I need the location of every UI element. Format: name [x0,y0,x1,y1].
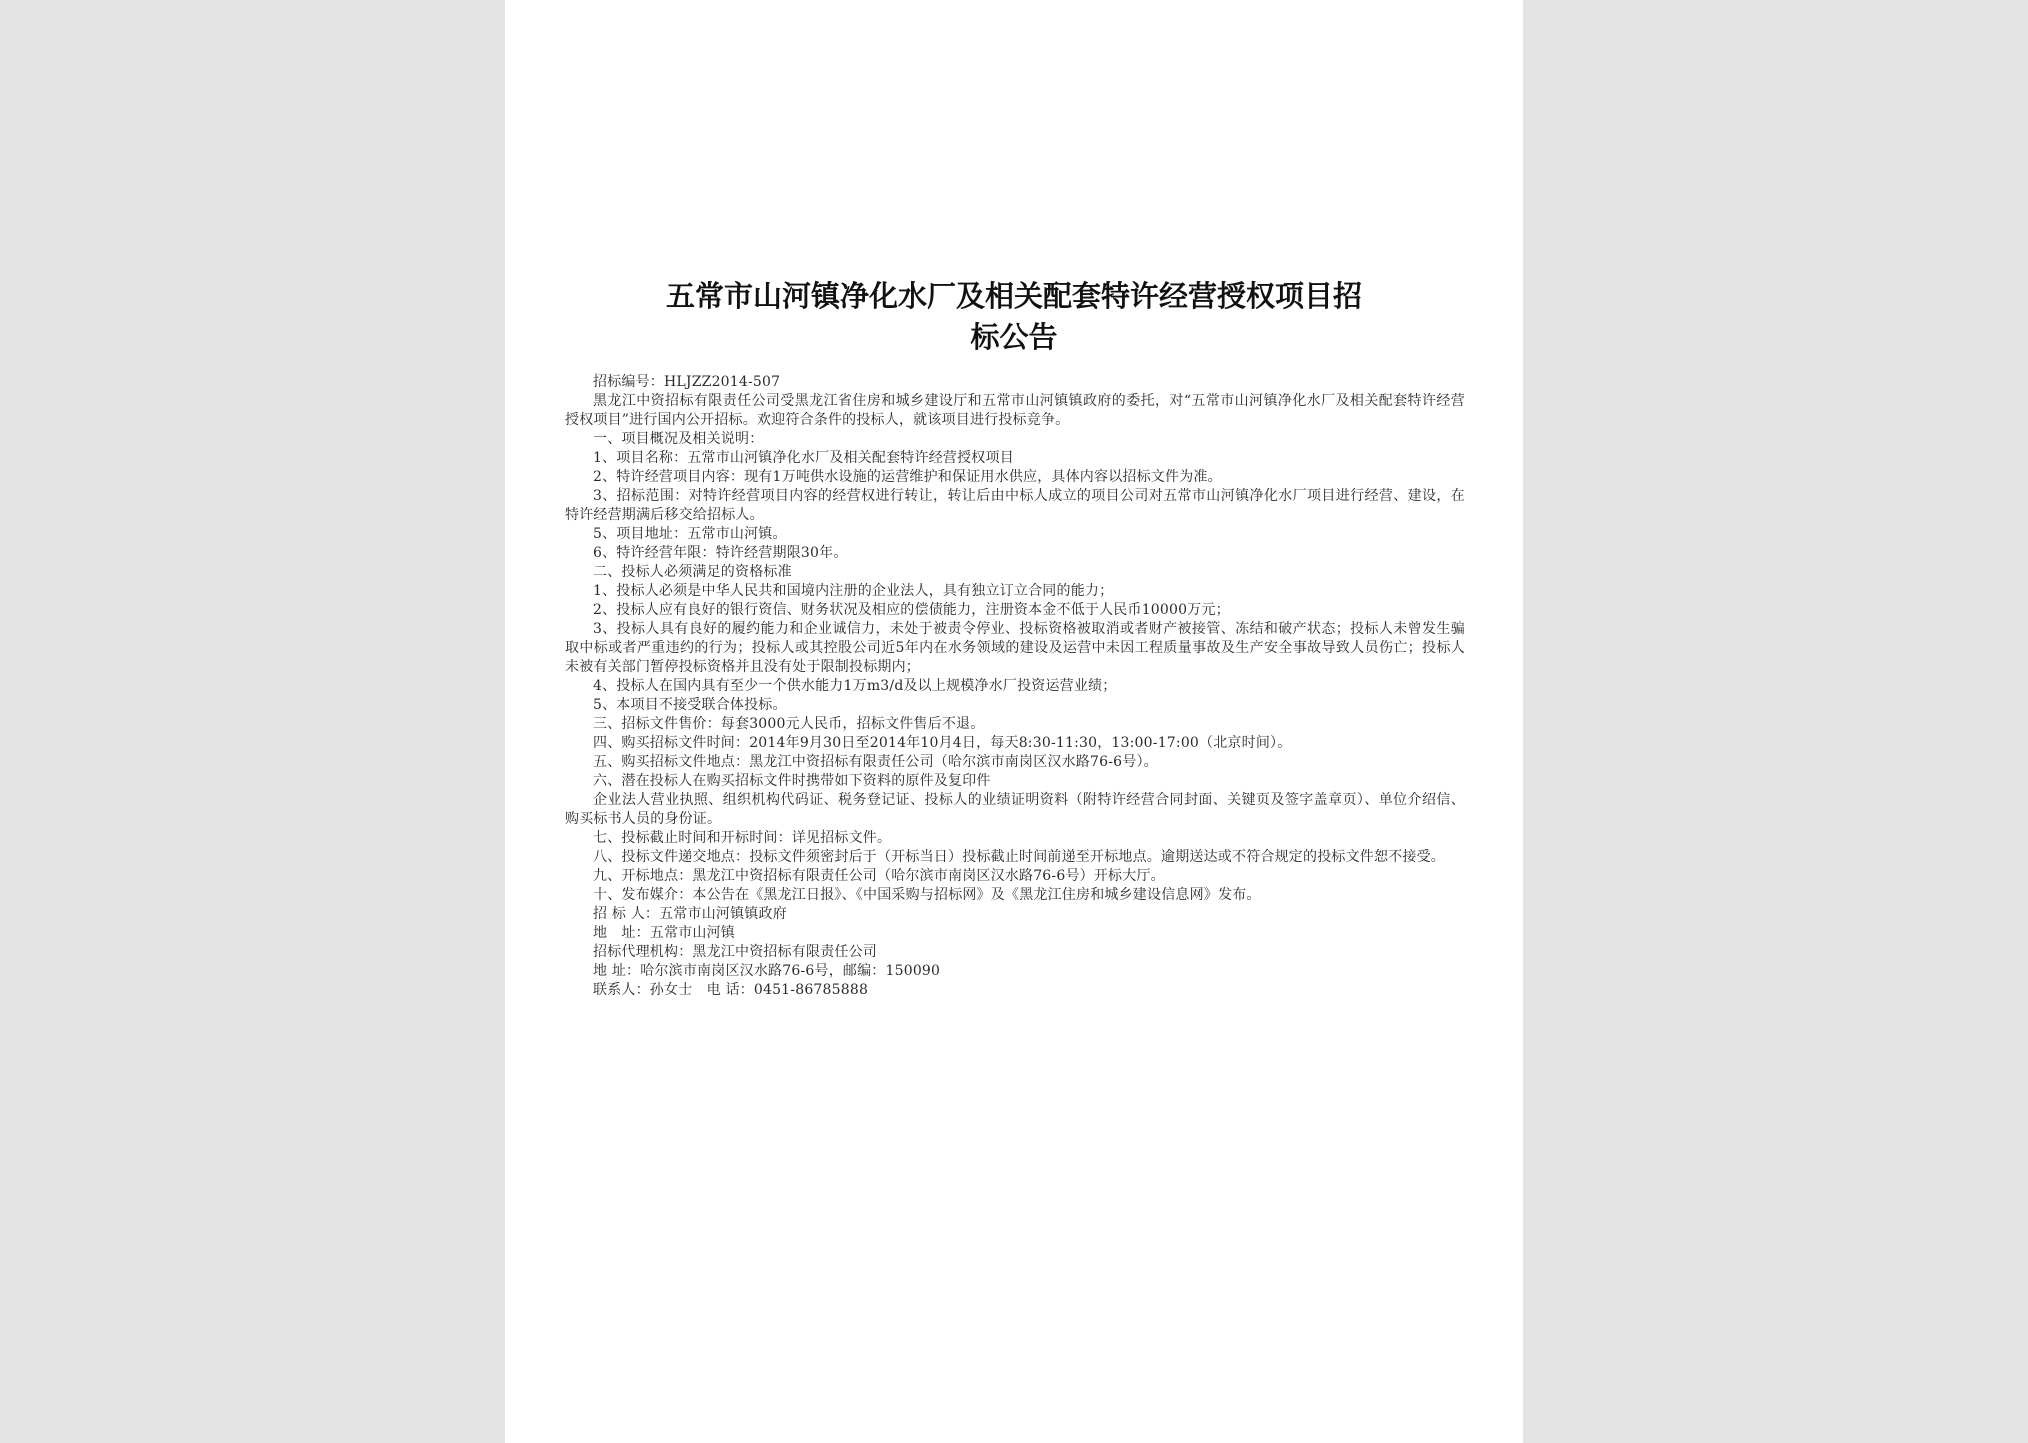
title-line-2: 标公告 [970,320,1058,354]
project-name: 1、项目名称：五常市山河镇净化水厂及相关配套特许经营授权项目 [593,450,1014,466]
section-heading-1: 一、项目概况及相关说明： [593,431,764,447]
section-heading-2: 二、投标人必须满足的资格标准 [593,564,792,580]
contact: 联系人：孙女士 电 话：0451-86785888 [593,982,869,998]
concession-term: 6、特许经营年限：特许经营期限30年。 [593,545,848,561]
qualification-2: 2、投标人应有良好的银行资信、财务状况及相应的偿债能力，注册资本金不低于人民币10000万元； [593,602,1230,618]
tender-scope: 3、招标范围：对特许经营项目内容的经营权进行转让，转让后由中标人成立的项目公司对五常市山河镇净化水厂项目进行经营、建设，在特许经营期满后移交给招标人。 [565,488,1465,523]
tenderer-address: 地 址：五常市山河镇 [593,925,735,941]
document-body [565,373,1465,1000]
intro-paragraph: 黑龙江中资招标有限责任公司受黑龙江省住房和城乡建设厅和五常市山河镇镇政府的委托，对“五常市山河镇净化水厂及相关配套特许经营授权项目”进行国内公开招标。欢迎符合条件的投标人，就该项目进行投标竞争。 [565,393,1465,428]
document-title [505,276,1523,358]
bid-number: 招标编号：HLJZZ2014-507 [593,374,781,390]
deadline: 七、投标截止时间和开标时间：详见招标文件。 [593,830,892,846]
agency: 招标代理机构：黑龙江中资招标有限责任公司 [593,944,877,960]
project-address: 5、项目地址：五常市山河镇。 [593,526,787,542]
tenderer: 招 标 人：五常市山河镇镇政府 [593,906,787,922]
opening-location: 九、开标地点：黑龙江中资招标有限责任公司（哈尔滨市南岗区汉水路76-6号）开标大厅。 [593,868,1165,884]
document-page [505,0,1523,1443]
project-content: 2、特许经营项目内容：现有1万吨供水设施的运营维护和保证用水供应，具体内容以招标文件为准。 [593,469,1222,485]
publication-media: 十、发布媒介：本公告在《黑龙江日报》、《中国采购与招标网》及《黑龙江住房和城乡建设信息网》发布。 [593,887,1261,903]
qualification-5: 5、本项目不接受联合体投标。 [593,697,787,713]
title-line-1: 五常市山河镇净化水厂及相关配套特许经营授权项目招 [665,279,1362,313]
qualification-3: 3、投标人具有良好的履约能力和企业诚信力，未处于被责令停业、投标资格被取消或者财产被接管、冻结和破产状态；投标人未曾发生骗取中标或者严重违约的行为；投标人或其控股公司近5年内在水务领域的建设及运营中未因工程质量事故及生产安全事故导致人员伤亡；投标人未被有关部门暂停投标资格并且没有处于限制投标期内； [565,621,1465,675]
qualification-4: 4、投标人在国内具有至少一个供水能力1万m3/d及以上规模净水厂投资运营业绩； [593,678,1117,694]
required-materials: 企业法人营业执照、组织机构代码证、税务登记证、投标人的业绩证明资料（附特许经营合同封面、关键页及签字盖章页）、单位介绍信、购买标书人员的身份证。 [565,792,1465,827]
required-materials-heading: 六、潜在投标人在购买招标文件时携带如下资料的原件及复印件 [593,773,991,789]
purchase-time: 四、购买招标文件时间：2014年9月30日至2014年10月4日，每天8:30-11:30，13:00-17:00（北京时间）。 [593,735,1292,751]
purchase-location: 五、购买招标文件地点：黑龙江中资招标有限责任公司（哈尔滨市南岗区汉水路76-6号）。 [593,754,1158,770]
agency-address: 地 址：哈尔滨市南岗区汉水路76-6号，邮编：150090 [593,963,941,979]
document-price: 三、招标文件售价：每套3000元人民币，招标文件售后不退。 [593,716,985,732]
submission-location: 八、投标文件递交地点：投标文件须密封后于（开标当日）投标截止时间前递至开标地点。逾期送达或不符合规定的投标文件恕不接受。 [593,849,1445,865]
qualification-1: 1、投标人必须是中华人民共和国境内注册的企业法人，具有独立订立合同的能力； [593,583,1114,599]
